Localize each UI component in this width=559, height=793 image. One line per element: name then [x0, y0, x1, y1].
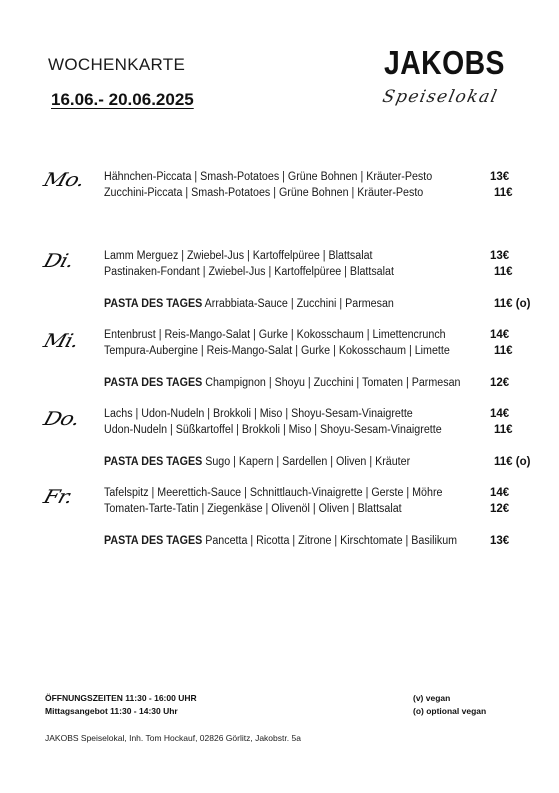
opening-hours: [45, 693, 197, 703]
price-mo-1: 13€: [490, 171, 510, 183]
dish-mi-2: Tempura-Aubergine | Reis-Mango-Salat | Gurke | Kokosschaum | Limette: [104, 345, 450, 357]
dish-do-2: Udon-Nudeln | Süßkartoffel | Brokkoli | Miso | Shoyu-Sesam-Vinaigrette: [104, 424, 442, 436]
pasta-label: PASTA DES TAGES: [104, 535, 203, 547]
pasta-text: Sugo | Kapern | Sardellen | Oliven | Kräuter: [202, 456, 411, 468]
imprint-address: JAKOBS Speiselokal, Inh. Tom Hockauf, 02826 Görlitz, Jakobstr. 5a: [45, 733, 301, 743]
date-range: 16.06.- 20.06.2025: [51, 90, 194, 109]
legend-optional-vegan-text: (o) optional vegan: [413, 706, 487, 716]
price-di-2: 11€: [494, 266, 513, 278]
day-label-mo: Mo.: [40, 170, 87, 192]
price-mi-3: 12€: [490, 377, 510, 389]
price-do-3: 11€ (o): [494, 456, 531, 468]
dish-do-1: Lachs | Udon-Nudeln | Brokkoli | Miso | Shoyu-Sesam-Vinaigrette: [104, 408, 413, 420]
price-fr-1: 14€: [490, 487, 510, 499]
legend-optional-vegan: [413, 706, 486, 716]
pasta-do: [104, 456, 410, 468]
price-do-1: 14€: [490, 408, 510, 420]
pasta-di: [104, 298, 394, 310]
brand-subtitle: Speiselokal: [380, 87, 500, 107]
price-di-3: 11€ (o): [494, 298, 531, 310]
day-label-fr: Fr.: [40, 487, 75, 509]
price-mi-1: 14€: [490, 329, 510, 341]
pasta-label: PASTA DES TAGES: [104, 456, 203, 468]
dish-mi-1: Entenbrust | Reis-Mango-Salat | Gurke | Kokosschaum | Limettencrunch: [104, 329, 446, 341]
dish-mo-1: Hähnchen-Piccata | Smash-Potatoes | Grüne Bohnen | Kräuter-Pesto: [104, 171, 433, 183]
price-mo-2: 11€: [494, 187, 513, 199]
pasta-label: PASTA DES TAGES: [104, 377, 203, 389]
pasta-fr: [104, 535, 457, 547]
pasta-mi: [104, 377, 460, 389]
dish-fr-1: Tafelspitz | Meerettich-Sauce | Schnittlauch-Vinaigrette | Gerste | Möhre: [104, 487, 443, 499]
pasta-text: Pancetta | Ricotta | Zitrone | Kirschtomate | Basilikum: [202, 535, 458, 547]
day-label-di: Di.: [40, 251, 76, 273]
lunch-offer-text: Mittagsangebot 11:30 - 14:30 Uhr: [45, 706, 178, 716]
pasta-label: PASTA DES TAGES: [104, 298, 203, 310]
brand-logo: JAKOBS: [384, 44, 505, 81]
menu-kicker: WOCHENKARTE: [48, 55, 186, 74]
dish-mo-2: Zucchini-Piccata | Smash-Potatoes | Grüne Bohnen | Kräuter-Pesto: [104, 187, 424, 199]
pasta-text: Arrabbiata-Sauce | Zucchini | Parmesan: [202, 298, 394, 310]
day-label-do: Do.: [40, 409, 82, 431]
dish-fr-2: Tomaten-Tarte-Tatin | Ziegenkäse | Olivenöl | Oliven | Blattsalat: [104, 503, 402, 515]
dish-di-2: Pastinaken-Fondant | Zwiebel-Jus | Kartoffelpüree | Blattsalat: [104, 266, 394, 278]
price-do-2: 11€: [494, 424, 513, 436]
price-di-1: 13€: [490, 250, 510, 262]
legend-vegan-text: (v) vegan: [413, 693, 451, 703]
legend-vegan: [413, 693, 450, 703]
opening-hours-text: ÖFFNUNGSZEITEN 11:30 - 16:00 UHR: [45, 693, 197, 703]
lunch-offer: [45, 706, 178, 716]
price-fr-2: 12€: [490, 503, 510, 515]
pasta-text: Champignon | Shoyu | Zucchini | Tomaten | Parmesan: [202, 377, 461, 389]
price-mi-2: 11€: [494, 345, 513, 357]
price-fr-3: 13€: [490, 535, 510, 547]
dish-di-1: Lamm Merguez | Zwiebel-Jus | Kartoffelpüree | Blattsalat: [104, 250, 373, 262]
day-label-mi: Mi.: [40, 331, 81, 353]
